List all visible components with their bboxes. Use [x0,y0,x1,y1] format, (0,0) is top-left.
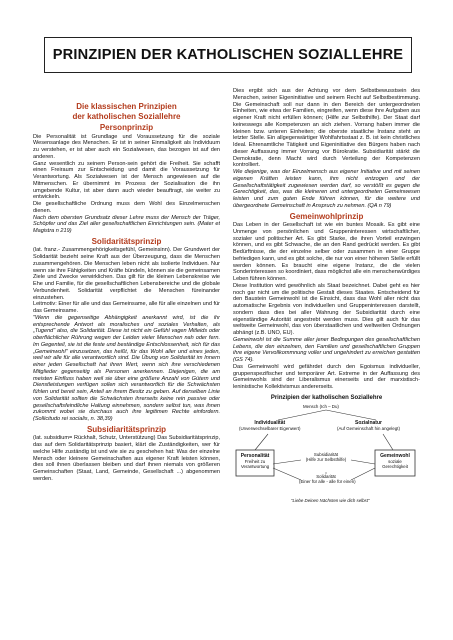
subsidiaritaet-paragraph-1: (lat. subsidium= Rückhalt, Schutz, Unterstützung) Das Subsidiaritätsprinzip, das auf dem Solidaritätsprinzip basiert, klärt die Zuständigkeiten, wer für welche Hilfe zuständig ist und wie sie zu geschehen hat: Was der einzelne Mensch oder kleinere Gemeinschaften aus eigener Kraft leisten können, dies soll ihnen überlassen bleiben und darf ihnen niemals von größeren Gemeinschaften (Staat, Land, Gemeinde, Gesellschaft ...) abgenommen werden. [33,435,220,482]
personprinzip-paragraph-2: Ganz wesentlich zu seinem Person-sein gehört die Freiheit. Sie schafft einen Freiraum zur Entscheidung und damit die Voraussetzung für Verantwortung. Als Sozialwesen ist der Mensch angewiesen auf die Mitmenschen. Er übernimmt im Prozess der Sozialisation die ihn umgebende Kultur, ist aber dann auch wieder beauftragt, sie weiter zu entwickeln. [33,160,220,201]
diagram-solidaritaet [299,473,356,484]
individualitaet-label: Individualität [254,419,286,426]
individualitaet-sub: (Unverwechselbarer Eigenwert) [239,425,301,431]
subsidiaritaet-sub: (Hilfe zur Selbsthilfe) [305,456,347,462]
title-box [44,37,412,73]
personprinzip-paragraph-1: Die Personalität ist Grundlage und Voraussetzung für die soziale Wesensanlage des Menschen. Er ist in seiner Einmaligkeit als Individuum zu verstehen, er ist aber auch ein Sozialwesen, das bezogen ist auf den anderen. [33,133,220,160]
subsidiaritaet-heading: Subsidiaritätsprinzip [86,424,167,434]
personalitaet-label: Personalität [240,452,270,459]
subsidiaritaet-continued: Dies ergibt sich aus der Achtung vor dem Selbstbewusstsein des Menschen, seiner Eigeninitiative und seinem Recht auf Selbstbestimmung. Die Gemeinschaft soll nur dann in den Bereich der untergeordneten Einheiten, wie etwa der Familien, eingreifen, wenn diese ihre Aufgaben aus eigener Kraft nicht erfüllen können; (Hilfe zur Selbsthilfe). Der Staat darf keineswegs alle Kompetenzen an sich ziehen. Vorrang haben immer die kleinen bzw. unteren Einheiten; die oberste staatliche Instanz steht an letzter Stelle. Ein allgegenwärtiger Wohlfahrtsstaat z. B. ist kein christliches Ideal. Ehrenamtliche Tätigkeit und Eigeninitiative des Bürgers haben nach dieser Auffassung immer Vorrang vor Bürokratie. Subsidiarität stärkt die Demokratie, denn Macht wird durch Verteilung der Kompetenzen kontrolliert. [233,88,420,169]
gemeinwohl-sub-2: Gerechtigkeit [382,463,408,469]
diagram-footer: "Liebe Deinen Nächsten wie dich selbst" [291,497,370,503]
subsidiaritaet-quote: Wie diejenige, was der Einzelmensch aus eigener Initiative und mit seinen eigenen Kräften leisten kann, ihm nicht entzogen und der Gesellschaftstätigkeit zugewiesen werden darf, so verstößt es gegen die Gerechtigkeit, das, was die kleineren und untergeordneten Gemeinwesen leisten und zum guten Ende führen können, für die weitere und übergeordnete Gemeinschaft in Anspruch zu nehmen. (QA n 79) [233,169,420,209]
personprinzip-paragraph-3: Die gesellschaftliche Ordnung muss dem Wohl des Einzelmenschen dienen. [33,201,220,214]
section-heading-classic [33,102,220,121]
gemeinwohl-paragraph-1: Das Leben in der Gesellschaft ist wie ein buntes Mosaik. Es gibt eine Unmenge von persönlichen und Gruppeninteressen wirtschaftlicher, sozialer und politischer Art. Es gibt Starke, die ihren Vorteil erzwingen können, und es gibt Schwache, die an den Rand gedrückt werden. Es gibt Bedürftnisse, die der einzelne selber oder zusammen in einer Gruppe befriedigen kann, und es gibt solche, die nur von einer höheren Stelle erfüllt werden können. Es braucht eine eigene Instanz, die die vielen Sonderinteressen so koordiniert, dass möglichst alle ein menschenwürdiges Leben führen können. [233,222,420,282]
personalitaet-sub-1: Freiheit zu [244,458,266,464]
solidaritaet-label: Solidarität [316,473,336,479]
right-column [233,88,420,630]
gemeinwohl-sub-1: soziale [388,458,402,464]
gemeinwohl-paragraph-2: Diese Institution wird gewöhnlich als Staat bezeichnet. Dabei geht es hier noch gar nicht um die politische Gestalt dieses Staates. Entscheidend für den Baustein Gemeinwohl ist die Einsicht, dass das Wohl aller nicht das automatische Ergebnis von individuellen und Gruppeninteressen darstellt, sondern dass dies bei aller Wahrung der Subsidiarität durch eine eigenständige Autorität angestrebt werden muss. Dies gilt auch für das weltweite Gemeinwohl, das von überstaatlichen und weltweiten Ordnungen abhängt (z.B. UNO, EU). [233,282,420,336]
subsidiaritaet-label: Subsidiarität [313,451,339,457]
solidaritaet-paragraph-2: Leitmotiv: Einer für alle und das Gemeinsame, alle für alle einzelnen und für das Gemeinsame. [33,301,220,314]
diagram-sozialnatur [337,420,400,431]
solidaritaet-sub: (Einer für alle - alle für einen) [299,478,356,484]
diagram-top-label: Mensch (Ich – Du) [303,403,339,409]
personprinzip-heading: Personprinzip [99,123,154,132]
gemeinwohl-quote: Gemeinwohl ist die Summe aller jener Bedingungen des gesellschaftlichen Lebens, die den einzelnen, den Familien und gesellschaftlichen Gruppen ihre eigene Vervollkommnung voller und ungehindert zu erreichen gestatten (GS 74). [233,336,420,363]
diagram-subsidiaritaet [301,452,351,462]
personprinzip-quote: Nach dem obersten Grundsatz dieser Lehre muss der Mensch der Träger, Schöpfer und das Ziel aller gesellschaftlichen Einrichtungen sein. (Mater et Magistra n 219) [33,214,220,234]
diagram-personalitaet-box [237,453,273,469]
sozialnatur-label: Sozialnatur [355,419,382,426]
page-title: PRINZIPIEN DER KATHOLISCHEN SOZIALLEHRE [52,47,404,63]
diagram-individualitaet [239,420,301,431]
heading-line-2: der katholischen Soziallehre [72,111,181,121]
gemeinwohl-heading: Gemeinwohlprinzip [289,211,364,221]
left-column [33,88,220,630]
gemeinwohl-label: Gemeinwohl [380,452,410,459]
heading-line-1: Die klassischen Prinzipien [76,102,177,111]
sozialnatur-sub: (Auf Gemeinschaft hin angelegt) [337,425,400,431]
solidaritaet-paragraph-1: (lat. franz.- Zusammengehörigkeitsgefühl, Gemeinsinn). Der Grundwert der Solidarität bezieht seine Kraft aus der Überzeugung, dass die Menschen zusammengehören. Die Menschen leben nicht als isolierte Individuen. Nur wenn sie ihre Fähigkeiten und Kräfte bündeln, können sie die gemeinsamen Ziele und Zwecke verwirklichen. Das gilt für die kleinen Lebenskreise wie Ehe und Familie, für die gesellschaftlichen Lebensbereiche und die globale Verbundenheit. Solidarität verpflichtet die Menschen füreinander einzustehen. [33,247,220,301]
personalitaet-sub-2: Verantwortung [240,463,270,469]
gemeinwohl-paragraph-3: Das Gemeinwohl wird gefährdet durch den Egoismus individueller, gruppenspezifischer und temporärer Art. Extreme in der Auffassung des Gemeinwohls sind der Liberalismus einerseits und der marxistisch-leninistische Kollektivismus andererseits. [233,363,420,390]
solidaritaet-quote: "Wenn die gegenseitige Abhängigkeit anerkannt wird, ist die ihr entsprechende Antwort als moralisches und soziales Verhalten, als „Tugend" also, die Solidarität. Diese ist nicht ein Gefühl vagen Mitleids oder oberflächlicher Rührung wegen der Leiden vieler Menschen nah oder fern. Im Gegenteil, sie ist die feste und beständige Entschlossenheit, sich für das „Gemeinwohl" einzusetzen, das heißt, für das Wohl aller und eines jeden, weil wir alle für alle verantwortlich sind. Die Übung von Solidarität im Innern einer jeden Gesellschaft hat ihren Wert, wenn sich ihre verschiedenen Mitglieder gegenseitig als Personen anerkennen. Diejenigen, die am meisten Einfluss haben weil sie über eine größere Anzahl von Gütern und Dienstleistungen verfügen sollen sich verantwortlich für die Schwächsten fühlen und bereit sein, Anteil an ihrem Besitz zu geben. Auf derselben Linie von Solidarität sollten die Schwächsten ihrerseits keine rein passive oder gesellschaftsfeindliche Haltung einnehmen, sondern selbst tun, was ihnen zukommt wobei sie durchaus auch ihre legitimen Rechte einfordern. (Sollicitudo rei socialis, n. 38,39) [33,314,220,422]
diagram-title: Prinzipien der katholischen Soziallehre [270,394,383,401]
principles-diagram [233,394,420,514]
solidaritaet-heading: Solidaritätsprinzip [91,236,162,246]
diagram-gemeinwohl-box [376,453,414,469]
